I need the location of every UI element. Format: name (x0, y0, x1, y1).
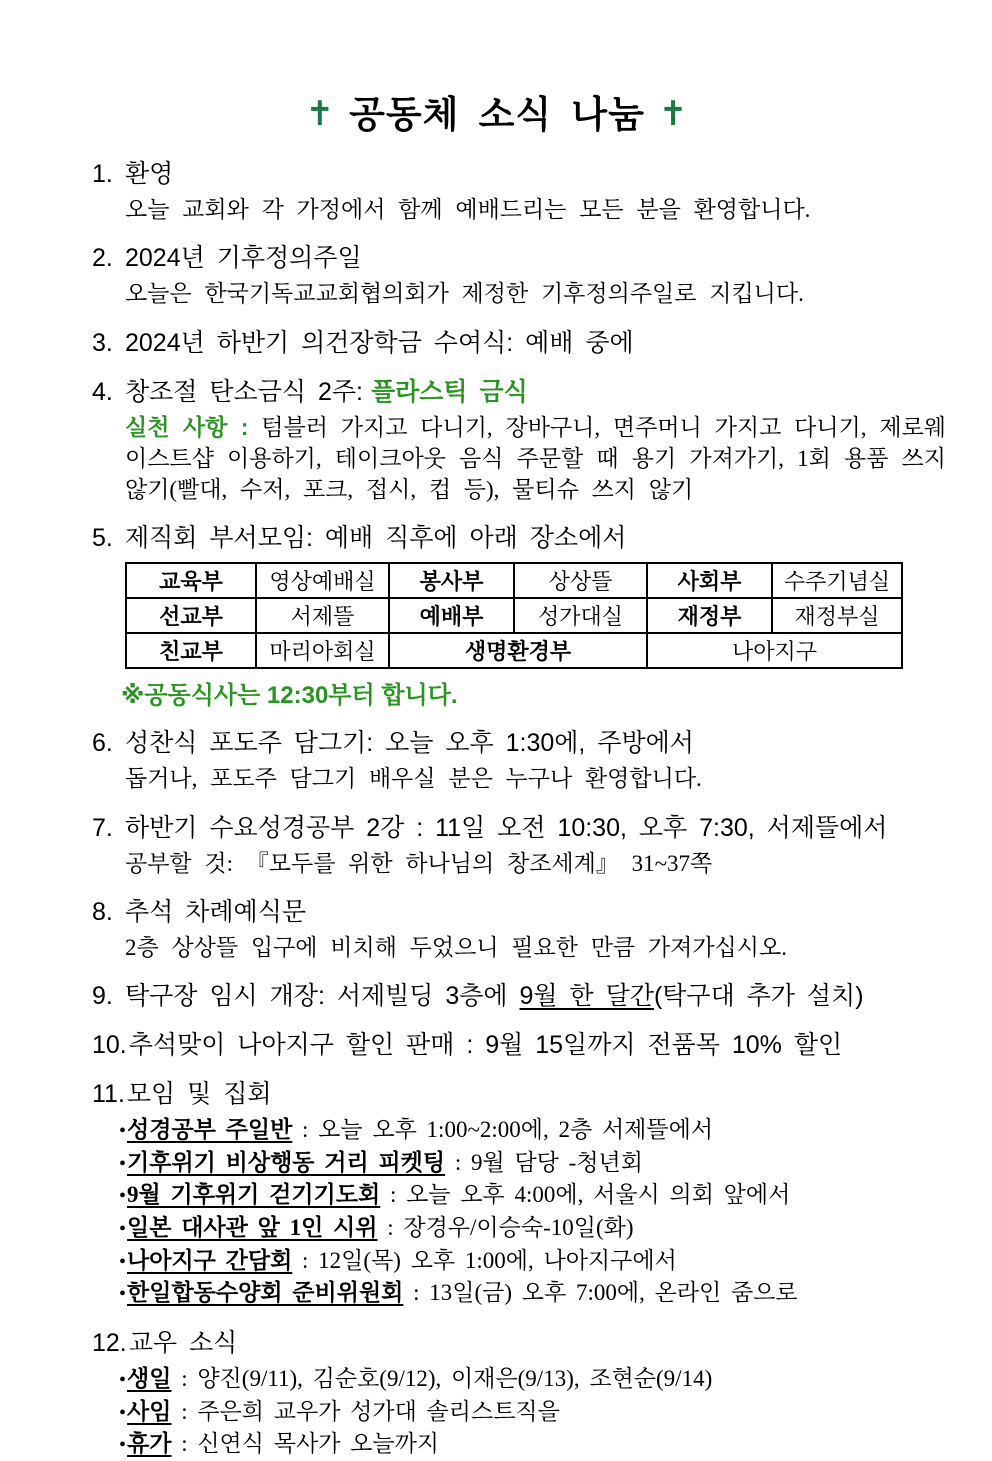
bullet-title: 한일합동수양회 준비위원회 (127, 1280, 404, 1306)
bullet-icon: • (119, 1185, 127, 1208)
item-heading-text: (탁구대 추가 설치) (653, 982, 864, 1011)
item-heading: 환영 (125, 160, 174, 188)
item-body: 공부할 것: 『모두를 위한 하나님의 창조세계』 31~37쪽 (125, 850, 713, 876)
item-chuseok-liturgy (92, 896, 948, 963)
bullet-title: 성경공부 주일반 (127, 1117, 293, 1143)
page-title-text: 공동체 소식 나눔 (349, 94, 645, 135)
dept-cell: 예배부 (389, 598, 514, 633)
underlined-period: 9월 한 달간 (519, 982, 654, 1011)
item-heading-row (92, 1029, 948, 1061)
bullet-title: 나아지구 간담회 (127, 1247, 293, 1273)
bullet-item (119, 1428, 948, 1461)
venue-cell: 수주기념실 (772, 563, 902, 598)
item-heading: 추석 차례예식문 (125, 897, 306, 926)
item-heading (125, 980, 864, 1012)
item-heading-row (92, 980, 948, 1012)
practice-label: 실천 사항 : (125, 413, 249, 440)
communal-meal-note: ※공동식사는 12:30부터 합니다. (121, 682, 458, 710)
venue-cell: 상상뜰 (514, 563, 647, 598)
venue-cell: 성가대실 (514, 598, 647, 633)
bullet-icon: • (119, 1434, 127, 1457)
dept-cell: 교육부 (126, 563, 256, 598)
item-heading-row (92, 727, 948, 759)
bullet-icon: • (119, 1283, 127, 1306)
bullet-item (119, 1147, 948, 1180)
item-dept-meeting (92, 522, 948, 710)
item-heading-row (92, 158, 948, 190)
bullet-desc: : 13일(금) 오후 7:00에, 온라인 줌으로 (403, 1280, 798, 1306)
table-row (126, 563, 902, 598)
item-pingpong-room (92, 980, 948, 1012)
item-body: 오늘은 한국기독교교회협의회가 제정한 기후정의주일로 지킵니다. (125, 281, 804, 307)
bullet-title: 기후위기 비상행동 거리 피켓팅 (127, 1149, 446, 1175)
item-body: 돕거나, 포도주 담그기 배우실 분은 누구나 환영합니다. (125, 766, 702, 792)
bullet-desc: : 9월 담당 -청년회 (445, 1149, 643, 1175)
item-meetings (92, 1078, 948, 1310)
item-heading-text: 창조절 탄소금식 2주: (125, 377, 363, 406)
item-number: 5. (92, 524, 113, 553)
item-carbon-fast (92, 376, 948, 506)
practice-text: 텀블러 가지고 다니기, 장바구니, 면주머니 가지고 다니기, 제로웨이스트샵 이용하기, 테이크아웃 음식 주문할 때 용기 가져가기, 1회 용품 쓰지 않기(빨대, 수저, 포크, 접시, 컵 등), 물티슈 쓰지 않기 (125, 414, 947, 503)
bullet-desc: : 장경우/이승숙-10일(화) (377, 1215, 634, 1241)
venue-cell: 마리아회실 (256, 633, 389, 668)
bullet-icon: • (119, 1218, 127, 1241)
item-heading: 추석맞이 나아지구 할인 판매 : 9월 15일까지 전품목 10% 할인 (128, 1031, 843, 1060)
item-scholarship-ceremony (92, 327, 948, 359)
item-number: 10. (92, 1031, 127, 1060)
item-communion-wine (92, 727, 948, 794)
bullet-desc: : 12일(목) 오후 1:00에, 나아지구에서 (292, 1247, 677, 1273)
bullet-desc: : 오늘 오후 4:00에, 서울시 의회 앞에서 (380, 1182, 791, 1208)
table-row (126, 598, 902, 633)
item-heading: 성찬식 포도주 담그기: 오늘 오후 1:30에, 주방에서 (125, 729, 694, 758)
bullet-title: 9월 기후위기 걷기기도회 (127, 1182, 381, 1208)
item-heading-row (92, 812, 948, 844)
item-body (125, 412, 946, 506)
item-heading: 하반기 수요성경공부 2강 : 11일 오전 10:30, 오후 7:30, 서제뜰에서 (125, 813, 888, 842)
item-number: 1. (92, 160, 113, 188)
item-heading-row (92, 1078, 948, 1110)
bullet-item (119, 1179, 948, 1212)
dept-cell: 봉사부 (389, 563, 514, 598)
item-number: 8. (92, 897, 113, 926)
dept-cell: 친교부 (126, 633, 256, 668)
item-heading: 제직회 부서모임: 예배 직후에 아래 장소에서 (125, 524, 627, 553)
item-number: 7. (92, 813, 113, 842)
item-heading-row (92, 242, 948, 274)
bullet-item (119, 1277, 948, 1310)
bullet-item (119, 1212, 948, 1245)
dept-cell: 재정부 (647, 598, 772, 633)
bullet-item (119, 1245, 948, 1278)
page-title (46, 84, 948, 138)
dept-meeting-table (125, 562, 903, 669)
item-number: 12. (92, 1329, 127, 1358)
bullet-icon: • (119, 1152, 127, 1175)
venue-cell: 영상예배실 (256, 563, 389, 598)
venue-cell: 나아지구 (647, 633, 902, 668)
bullet-title: 일본 대사관 앞 1인 시위 (127, 1215, 378, 1241)
bullet-title: 생일 (127, 1366, 172, 1392)
bullet-item (119, 1114, 948, 1147)
bullet-icon: • (119, 1250, 127, 1273)
item-number: 2. (92, 244, 113, 273)
item-body: 2층 상상뜰 입구에 비치해 두었으니 필요한 만큼 가져가십시오. (125, 934, 787, 960)
item-heading-row (92, 896, 948, 928)
bullet-desc: : 신연식 목사가 오늘까지 (171, 1431, 440, 1457)
item-heading-row (92, 1327, 948, 1359)
dept-cell: 선교부 (126, 598, 256, 633)
bullet-icon: • (119, 1401, 127, 1424)
item-number: 6. (92, 729, 113, 758)
item-heading-row (92, 376, 948, 408)
member-news-list (119, 1363, 948, 1461)
item-number: 11. (92, 1080, 125, 1109)
item-heading-text: 탁구장 임시 개장: 서제빌딩 3층에 (125, 982, 520, 1011)
bullet-item (119, 1396, 948, 1429)
item-heading (125, 376, 528, 408)
item-number: 9. (92, 982, 113, 1011)
item-heading: 2024년 기후정의주일 (125, 244, 362, 273)
item-number: 3. (92, 328, 113, 357)
bullet-desc: : 주은희 교우가 성가대 솔리스트직을 (171, 1398, 560, 1424)
meetings-list (119, 1114, 948, 1310)
item-heading-row (92, 522, 948, 554)
item-bible-study (92, 812, 948, 879)
venue-cell: 서제뜰 (256, 598, 389, 633)
table-row (126, 633, 902, 668)
bullet-title: 휴가 (127, 1431, 172, 1457)
dept-cell: 사회부 (647, 563, 772, 598)
item-climate-justice-sunday (92, 242, 948, 309)
item-heading: 교우 소식 (128, 1329, 238, 1358)
item-number: 4. (92, 377, 113, 406)
item-welcome (92, 158, 948, 225)
bullet-item (119, 1363, 948, 1396)
bullet-desc: : 오늘 오후 1:00~2:00에, 2층 서제뜰에서 (292, 1117, 714, 1143)
venue-cell: 재정부실 (772, 598, 902, 633)
bullet-title: 사임 (127, 1398, 172, 1424)
item-heading: 모임 및 집회 (126, 1080, 272, 1109)
cross-left-icon: ✝ (305, 95, 336, 133)
item-naajigu-sale (92, 1029, 948, 1061)
bullet-icon: • (119, 1369, 127, 1392)
dept-cell: 생명환경부 (389, 633, 647, 668)
item-heading: 2024년 하반기 의건장학금 수여식: 예배 중에 (125, 328, 634, 357)
item-body: 오늘 교회와 각 가정에서 함께 예배드리는 모든 분을 환영합니다. (125, 197, 811, 222)
plastic-fast-highlight: 플라스틱 금식 (370, 377, 528, 406)
bullet-icon: • (119, 1120, 127, 1143)
bullet-desc: : 양진(9/11), 김순호(9/12), 이재은(9/13), 조현순(9/14) (171, 1366, 713, 1392)
item-heading-row (92, 327, 948, 359)
cross-right-icon: ✝ (658, 95, 689, 133)
item-member-news (92, 1327, 948, 1461)
